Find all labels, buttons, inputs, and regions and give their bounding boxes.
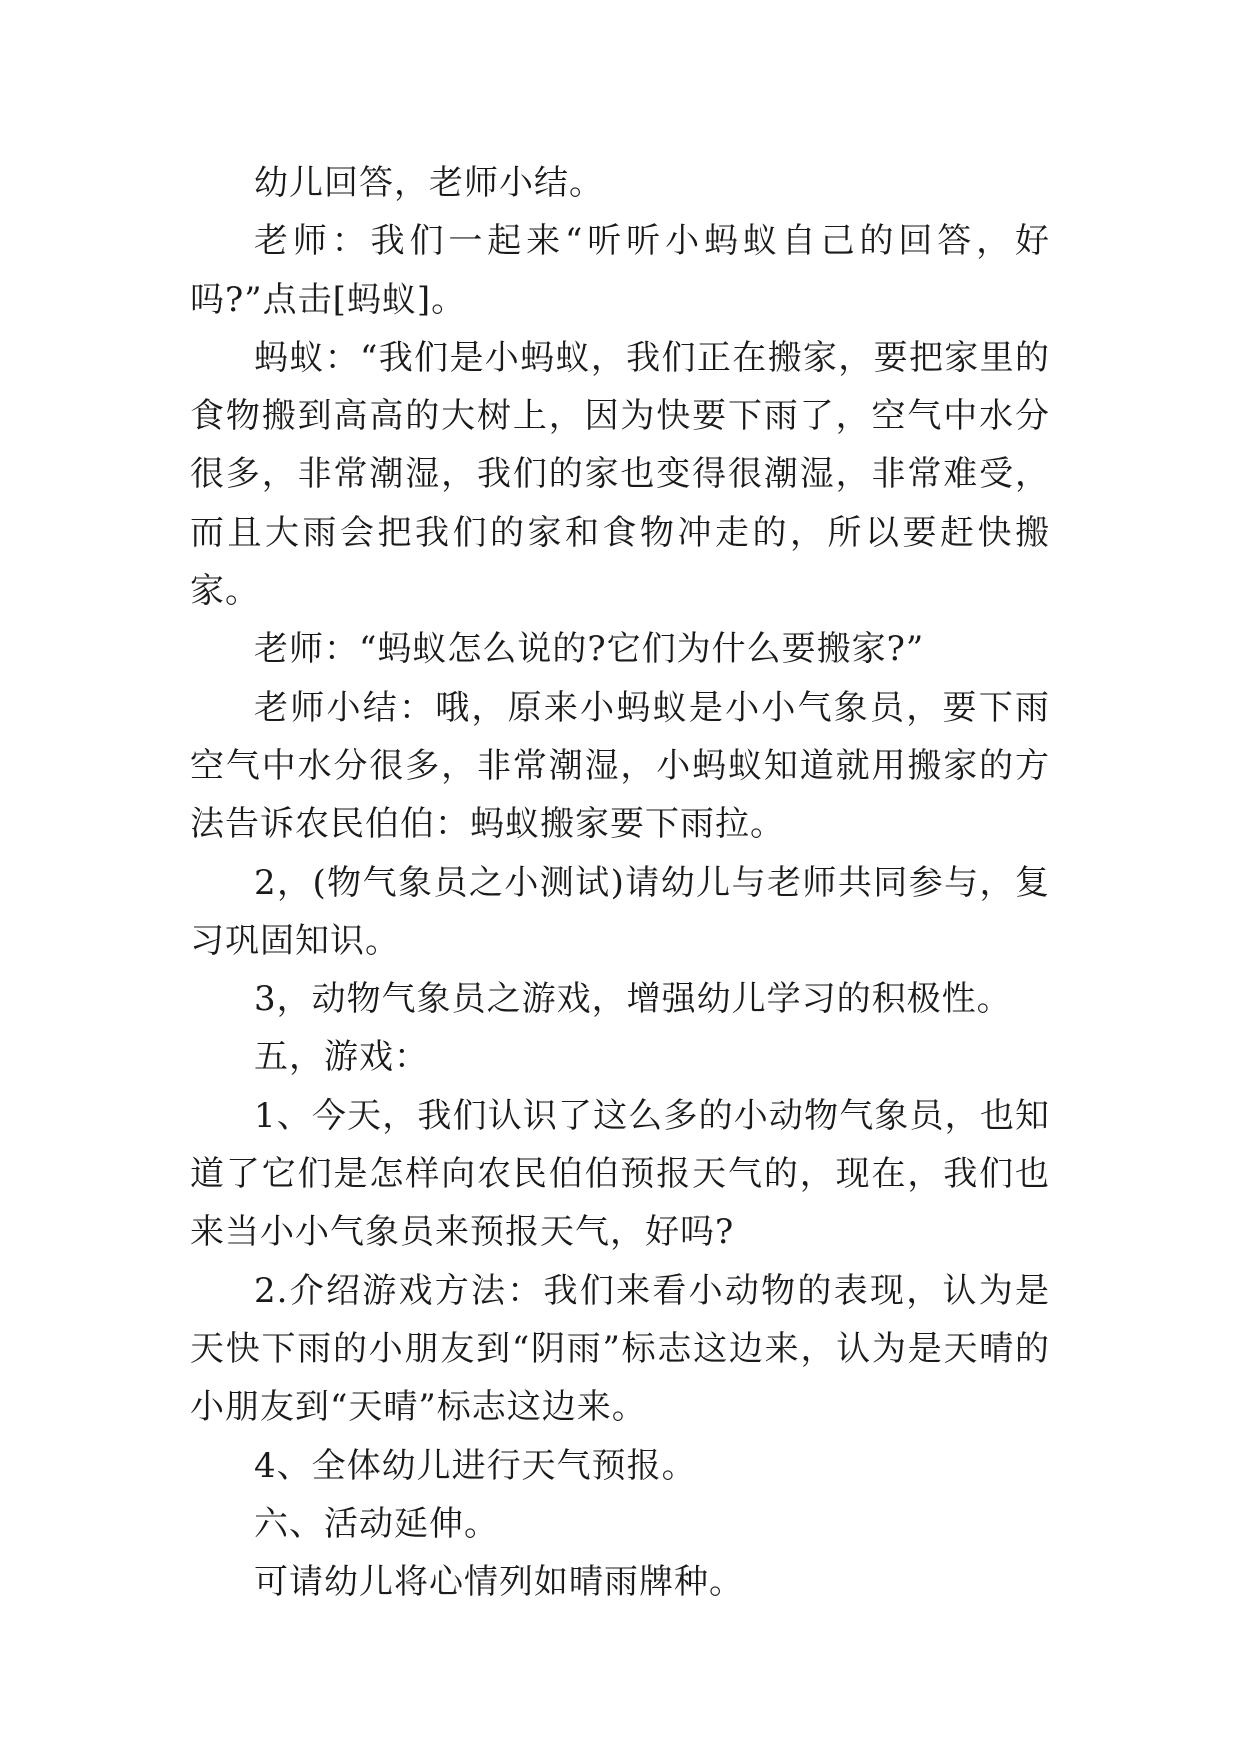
document-body <box>190 154 1050 1611</box>
paragraph-1: 幼儿回答，老师小结。 <box>254 163 604 203</box>
paragraph-7: 3，动物气象员之游戏，增强幼儿学习的积极性。 <box>254 979 1012 1020</box>
paragraph-9: 1、今天，我们认识了这么多的小动物气象员，也知道了它们是怎样向农民伯伯预报天气的，现在，我们也来当小小气象员来预报天气，好吗? <box>190 1095 1050 1253</box>
paragraph-11: 4、全体幼儿进行天气预报。 <box>254 1445 697 1486</box>
paragraph-2: 老师：我们一起来“听听小蚂蚁自己的回答，好吗?”点击[蚂蚁]。 <box>190 221 1050 320</box>
paragraph-13: 可请幼儿将心情列如晴雨牌种。 <box>254 1562 744 1603</box>
paragraph-5: 老师小结：哦，原来小蚂蚁是小小气象员，要下雨空气中水分很多，非常潮湿，小蚂蚁知道就用搬家的方法告诉农民伯伯：蚂蚁搬家要下雨拉。 <box>190 687 1050 845</box>
paragraph-3: 蚂蚁：“我们是小蚂蚁，我们正在搬家，要把家里的食物搬到高高的大树上，因为快要下雨了，空气中水分很多，非常潮湿，我们的家也变得很潮湿，非常难受，而且大雨会把我们的家和食物冲走的，所以要赶快搬家。 <box>190 337 1050 612</box>
section-heading-extension: 六、活动延伸。 <box>254 1503 499 1544</box>
paragraph-10: 2.介绍游戏方法：我们来看小动物的表现，认为是天快下雨的小朋友到“阴雨”标志这边来，认为是天晴的小朋友到“天晴”标志这边来。 <box>190 1270 1050 1428</box>
section-heading-games: 五，游戏： <box>254 1037 429 1078</box>
paragraph-4: 老师：“蚂蚁怎么说的?它们为什么要搬家?” <box>254 629 925 670</box>
paragraph-6: 2，(物气象员之小测试)请幼儿与老师共同参与，复习巩固知识。 <box>190 862 1050 961</box>
